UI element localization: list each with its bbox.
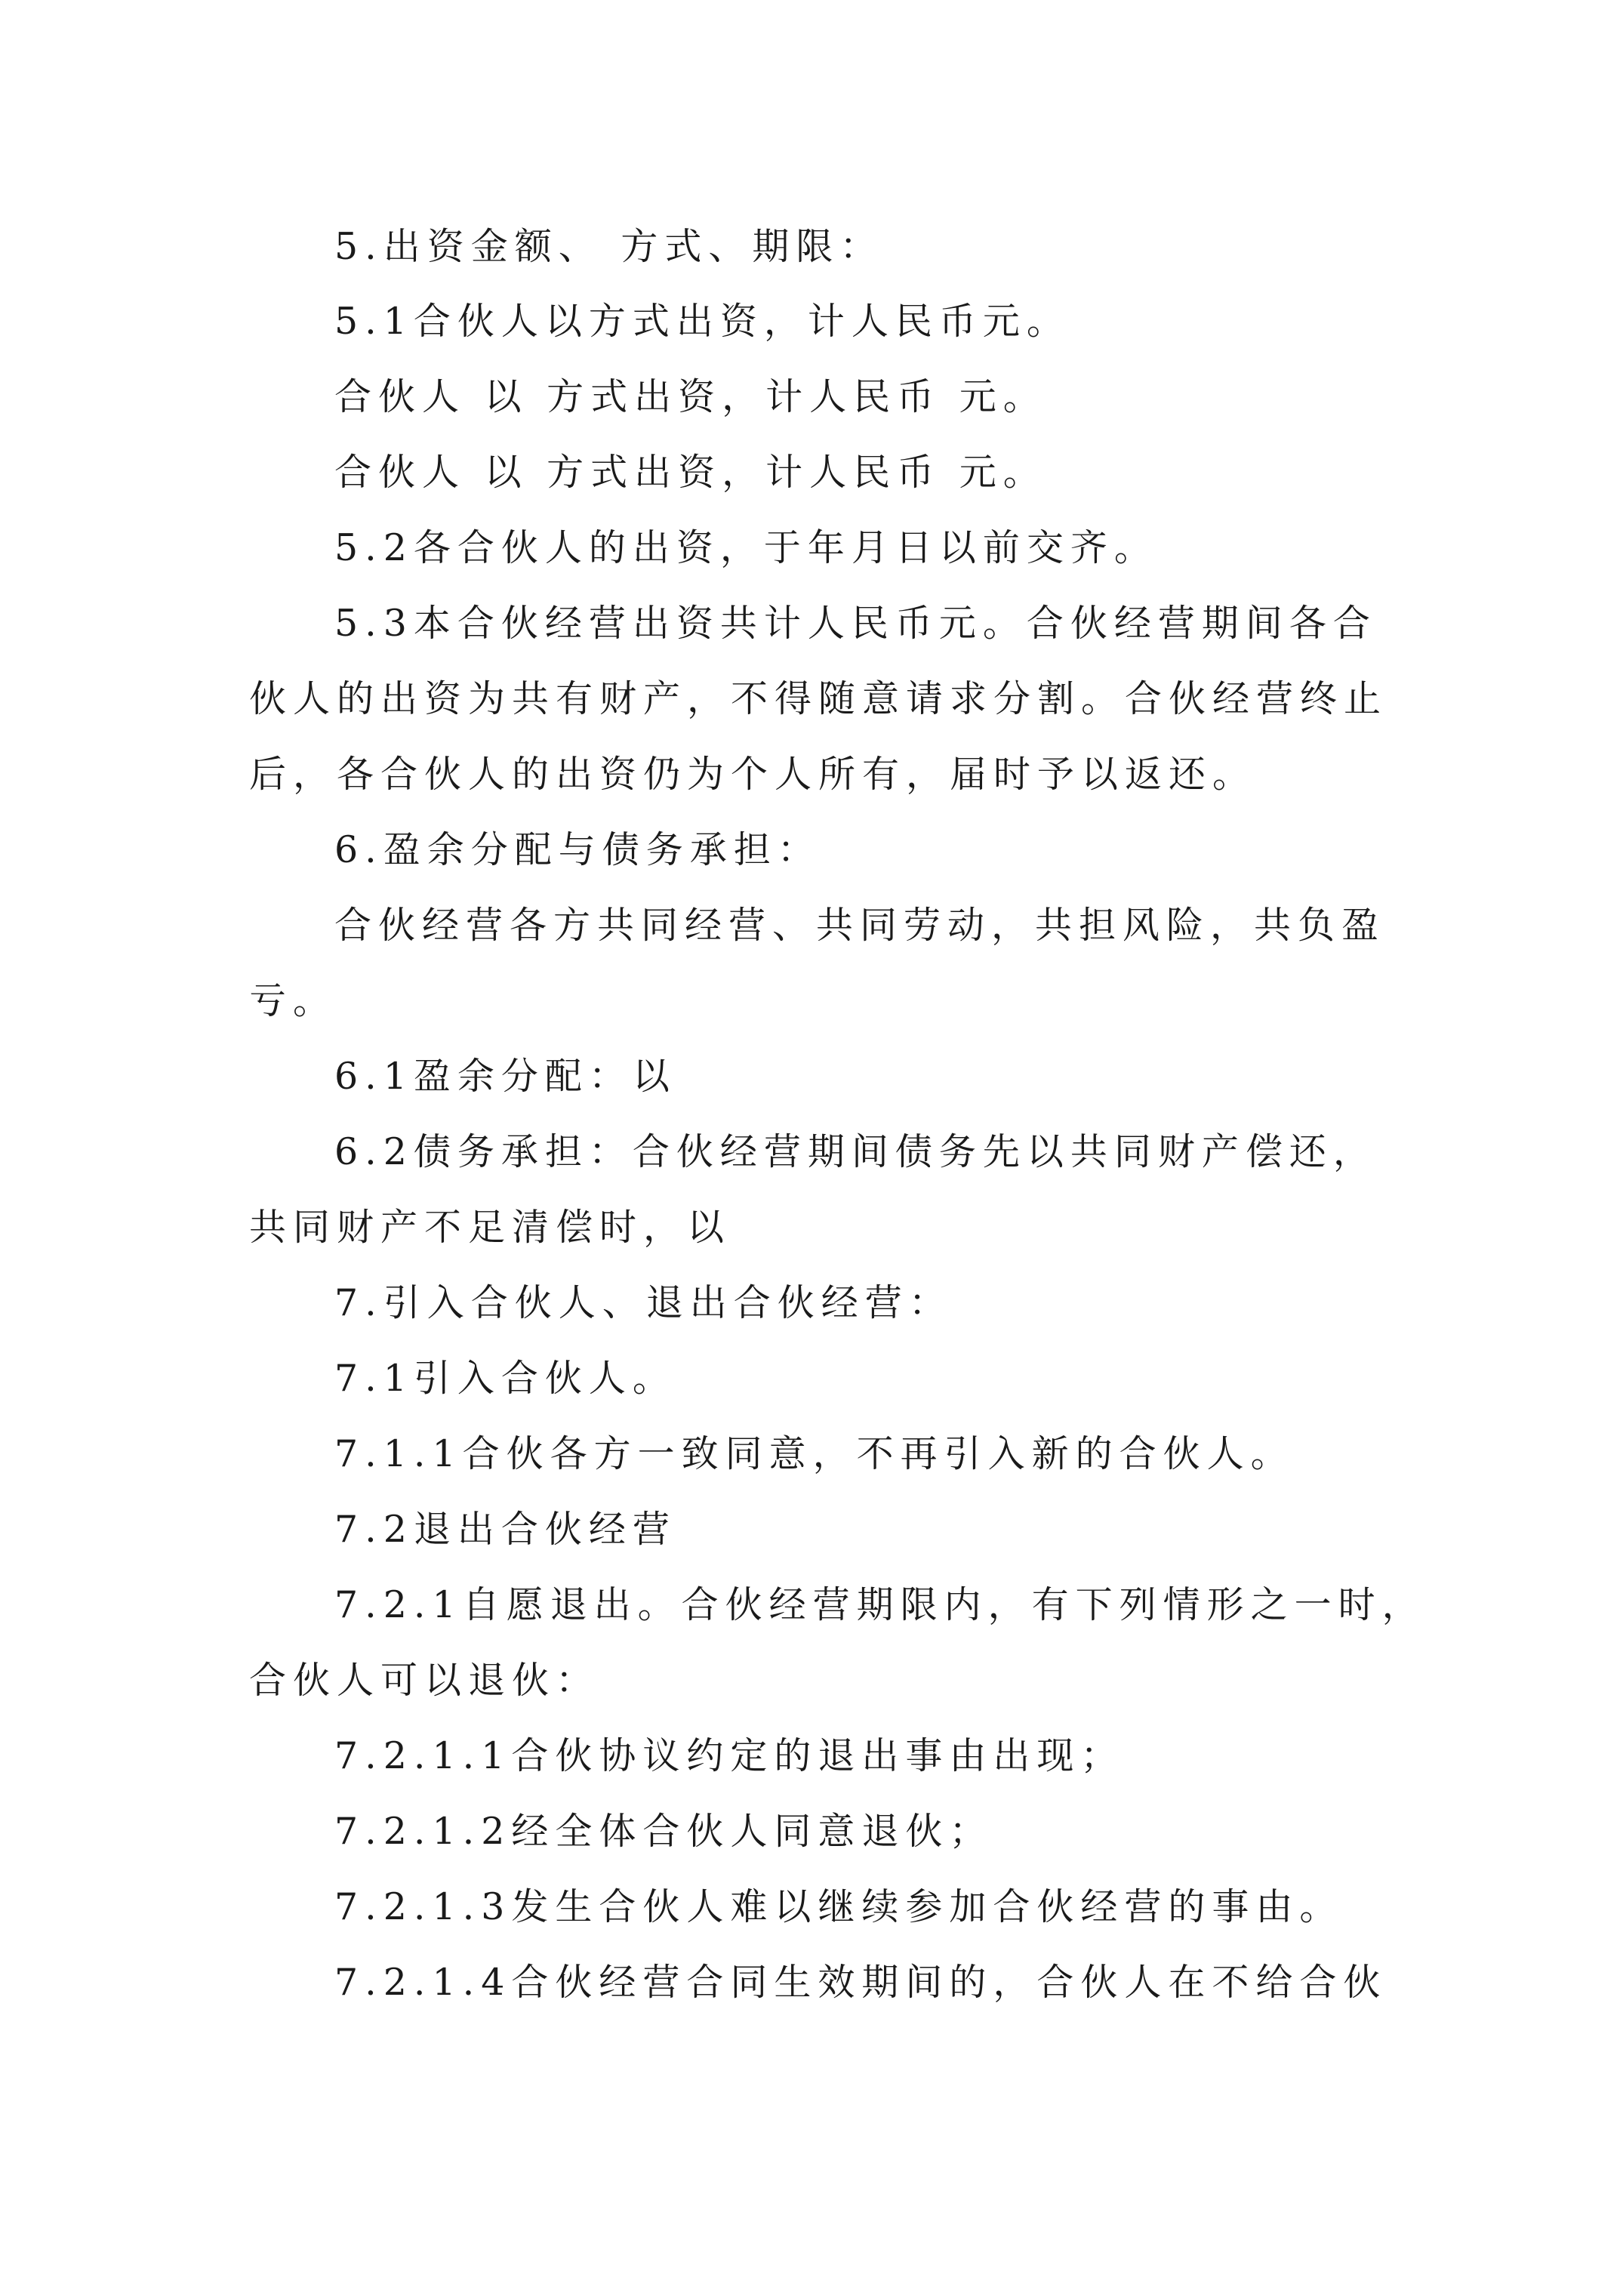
clause-5-3-line-3: 后，各合伙人的出资仍为个人所有，届时予以返还。: [249, 753, 1257, 796]
clause-5-1: 5.1合伙人以方式出资，计人民币元。: [334, 300, 1070, 343]
clause-6-2-line-1: 6.2债务承担：合伙经营期间债务先以共同财产偿还，: [334, 1130, 1377, 1173]
heading-6-profit-debt: 6.盈余分配与债务承担：: [334, 828, 821, 871]
heading-7-partners: 7.引入合伙人、退出合伙经营：: [334, 1281, 953, 1324]
clause-5-3-line-2: 伙人的出资为共有财产，不得随意请求分割。合伙经营终止: [249, 677, 1388, 720]
clause-7-2-1-1: 7.2.1.1合伙协议约定的退出事由出现；: [334, 1734, 1125, 1777]
clause-7-2-1-4: 7.2.1.4合伙经营合同生效期间的，合伙人在不给合伙: [334, 1961, 1387, 2004]
clause-5-3-line-1: 5.3本合伙经营出资共计人民币元。合伙经营期间各合: [334, 602, 1377, 645]
clause-7-2: 7.2退出合伙经营: [334, 1508, 676, 1551]
clause-7-2-1-2: 7.2.1.2经全体合伙人同意退伙；: [334, 1810, 993, 1853]
clause-7-1: 7.1引入合伙人。: [334, 1357, 676, 1400]
clause-7-2-1-line-1: 7.2.1自愿退出。合伙经营期限内，有下列情形之一时，: [334, 1583, 1426, 1626]
clause-6-1: 6.1盈余分配：以: [334, 1055, 676, 1098]
heading-5-capital: 5.出资金额、 方式、期限：: [334, 225, 884, 268]
clause-5-1-partner-3: 合伙人 以 方式出资，计人民币 元。: [334, 451, 1047, 494]
clause-5-2: 5.2各合伙人的出资，于年月日以前交齐。: [334, 526, 1158, 569]
clause-6-2-line-2: 共同财产不足清偿时，以: [249, 1206, 731, 1249]
clause-7-2-1-3: 7.2.1.3发生合伙人难以继续参加合伙经营的事由。: [334, 1885, 1344, 1928]
clause-5-1-partner-2: 合伙人 以 方式出资，计人民币 元。: [334, 375, 1047, 418]
clause-7-2-1-line-2: 合伙人可以退伙：: [249, 1659, 600, 1702]
clause-7-1-1: 7.1.1合伙各方一致同意，不再引入新的合伙人。: [334, 1432, 1295, 1475]
clause-6-intro-line-2: 亏。: [249, 979, 337, 1022]
clause-6-intro-line-1: 合伙经营各方共同经营、共同劳动，共担风险，共负盈: [334, 904, 1386, 947]
